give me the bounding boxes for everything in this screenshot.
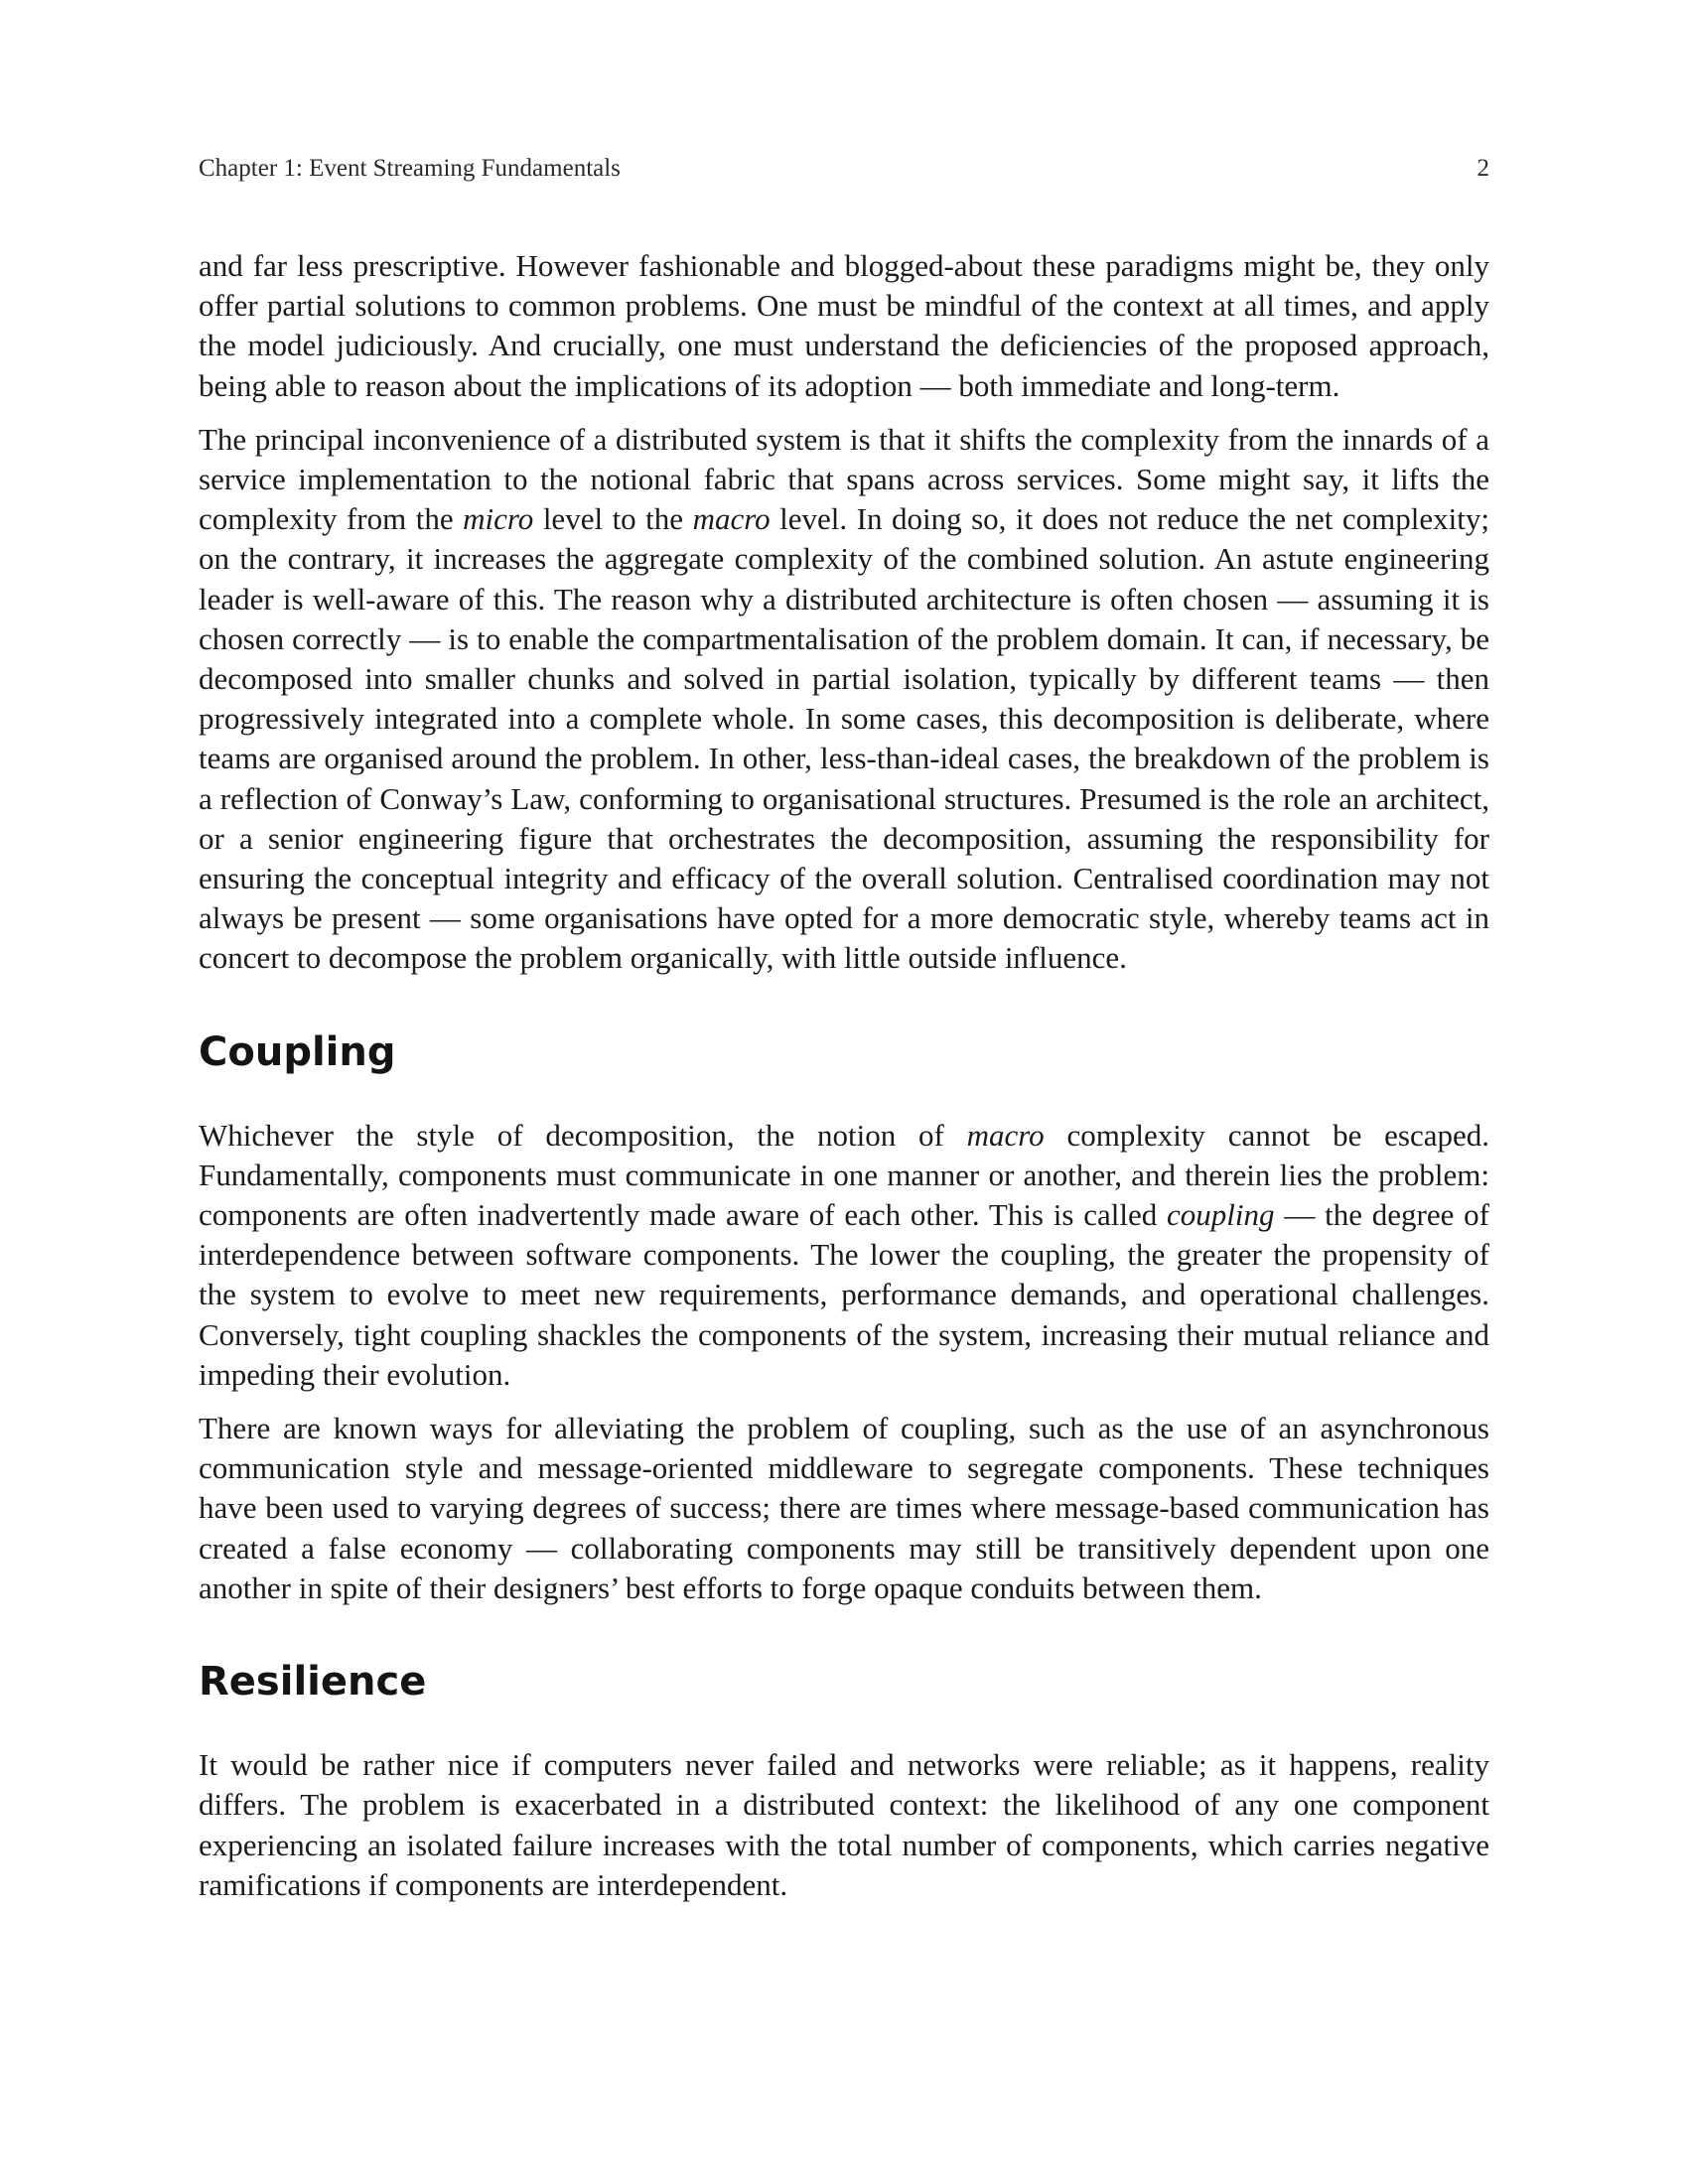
emphasis: macro xyxy=(966,1117,1045,1153)
paragraph: The principal inconvenience of a distributed system is that it shifts the complexity from the innards of a service implementation to the notional fabric that spans across services. Some might say, it lifts the complexity from the micro level to the macro level. In doing so, it does not reduce the net complexity; on the contrary, it increases the aggregate complexity of the combined solution. An astute engineering leader is well-aware of this. The reason why a distributed architecture is often chosen — assuming it is chosen correctly — is to enable the compartmentalisation of the problem domain. It can, if necessary, be decomposed into smaller chunks and solved in partial isolation, typically by different teams — then progressively integrated into a complete whole. In some cases, this decomposition is deliberate, where teams are organised around the problem. In other, less-than-ideal cases, the breakdown of the problem is a reflection of Conway’s Law, conforming to organisational structures. Presumed is the role an architect, or a senior engineering figure that orchestrates the decomposition, assuming the responsibility for ensuring the conceptual integrity and efficacy of the overall solution. Centralised coordination may not always be present — some organisations have opted for a more democratic style, whereby teams act in concert to decompose the problem organically, with little outside influence. xyxy=(199,421,1489,976)
page-body xyxy=(199,246,1489,1905)
emphasis: micro xyxy=(463,501,534,537)
page xyxy=(199,155,1489,1919)
section-heading-resilience: Resilience xyxy=(199,1659,427,1706)
paragraph: Whichever the style of decomposition, the notion of macro complexity cannot be escaped. Fundamentally, components must communicate in one manner or another, and therein lies the problem: components are often inadvertently made aware of each other. This is called coupling — the degree of interdependence between software components. The lower the coupling, the greater the propensity of the system to evolve to meet new requirements, performance demands, and operational challenges. Conversely, tight coupling shackles the components of the system, increasing their mutual reliance and impeding their evolution. xyxy=(199,1117,1489,1392)
paragraph: It would be rather nice if computers never failed and networks were reliable; as it happens, reality differs. The problem is exacerbated in a distributed context: the likelihood of any one component experiencing an isolated failure increases with the total number of components, which carries negative ramifications if components are interdependent. xyxy=(199,1747,1489,1902)
chapter-title: Chapter 1: Event Streaming Fundamentals xyxy=(199,155,621,182)
emphasis: macro xyxy=(692,501,771,537)
page-number: 2 xyxy=(1477,155,1489,182)
emphasis: coupling xyxy=(1167,1197,1275,1233)
section-heading-coupling: Coupling xyxy=(199,1028,396,1075)
paragraph: and far less prescriptive. However fashionable and blogged-about these paradigms might be, they only offer partial solutions to common problems. One must be mindful of the context at all times, and apply the model judiciously. And crucially, one must understand the deficiencies of the proposed approach, being able to reason about the implications of its adoption — both immediate and long-term. xyxy=(199,248,1489,403)
paragraph: There are known ways for alleviating the problem of coupling, such as the use of an asynchronous communication style and message-oriented middleware to segregate components. These techniques have been used to varying degrees of success; there are times where message-based communication has created a false economy — collaborating components may still be transitively dependent upon one another in spite of their designers’ best efforts to forge opaque conduits between them. xyxy=(199,1411,1489,1605)
running-header xyxy=(199,155,1489,195)
